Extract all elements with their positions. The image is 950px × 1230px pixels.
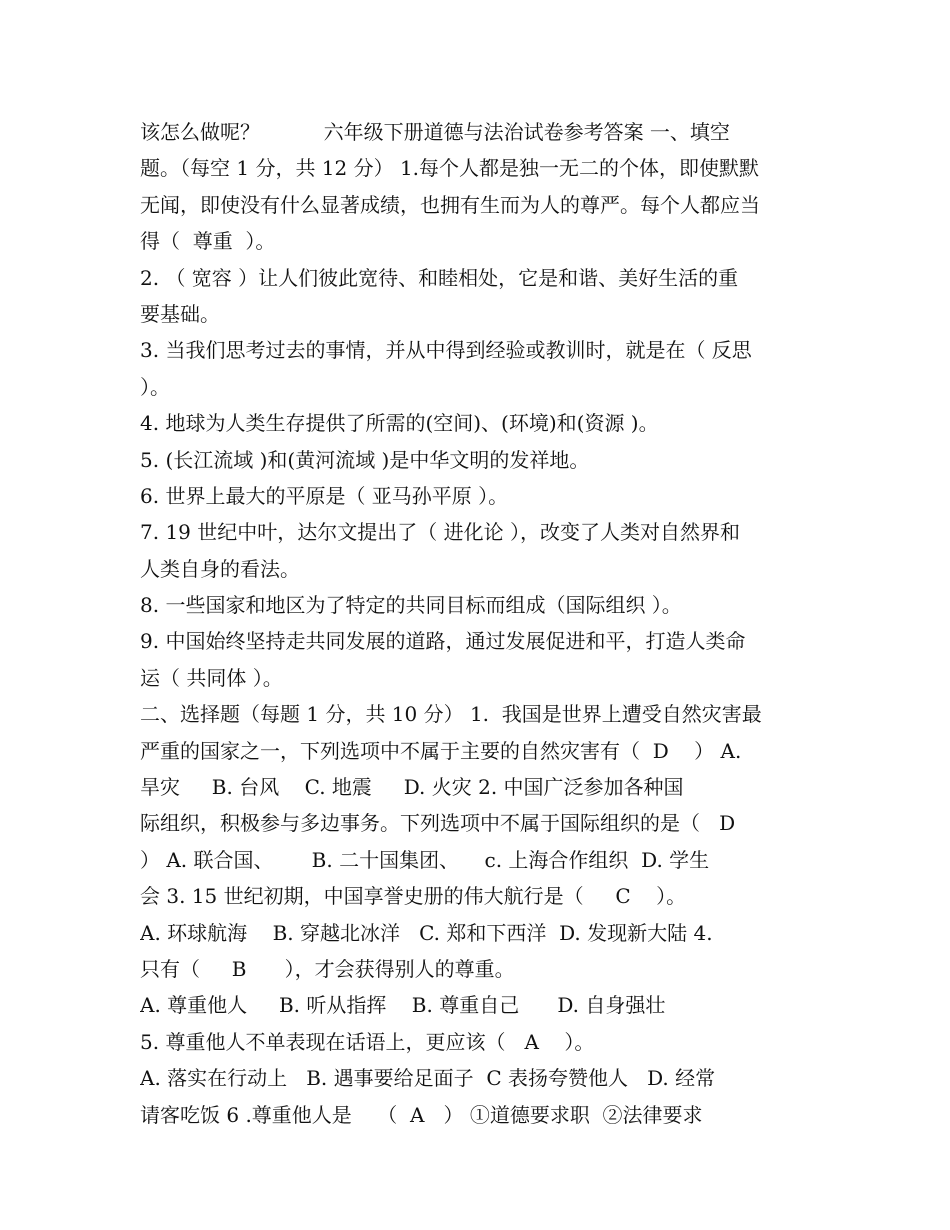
text-line: 8. 一些国家和地区为了特定的共同目标而组成（国际组织 ）。 [140, 593, 682, 618]
text-line: 只有（ B ），才会获得别人的尊重。 [140, 956, 515, 981]
text-line: 会 3. 15 世纪初期，中国享誉史册的伟大航行是（ C ）。 [140, 884, 687, 909]
text-line: 二、选择题（每题 1 分，共 10 分） 1. 我国是世界上遭受自然灾害最 [140, 702, 762, 727]
text-line: A. 尊重他人 B. 听从指挥 B. 尊重自己 D. 自身强壮 [140, 993, 666, 1018]
text-line: A. 环球航海 B. 穿越北冰洋 C. 郑和下西洋 D. 发现新大陆 4. [140, 920, 713, 945]
text-line: 题。（每空 1 分，共 12 分） 1.每个人都是独一无二的个体，即使默默 [140, 156, 760, 181]
text-line: 旱灾 B. 台风 C. 地震 D. 火灾 2. 中国广泛参加各种国 [140, 775, 684, 800]
text-line: ） A. 联合国、 B. 二十国集团、 c. 上海合作组织 D. 学生 [140, 847, 710, 872]
text-line: 该怎么做呢？ 六年级下册道德与法治试卷参考答案 一、填空 [140, 120, 730, 144]
text-line: 5. (长江流域 )和(黄河流域 )是中华文明的发祥地。 [140, 447, 590, 472]
text-line: 人类自身的看法。 [140, 556, 300, 581]
text-line: 3. 当我们思考过去的事情，并从中得到经验或教训时，就是在（ 反思 [140, 338, 752, 363]
text-line: 严重的国家之一，下列选项中不属于主要的自然灾害有（ D ） A. [140, 738, 742, 763]
text-line: 际组织，积极参与多边事务。下列选项中不属于国际组织的是（ D [140, 811, 736, 836]
text-line: 6. 世界上最大的平原是（ 亚马孙平原 ）。 [140, 483, 509, 508]
text-line: 得（ 尊重 ）。 [140, 229, 276, 254]
text-line: 2. （ 宽容 ）让人们彼此宽待、和睦相处，它是和谐、美好生活的重 [140, 265, 739, 290]
text-line: 7. 19 世纪中叶，达尔文提出了（ 进化论 ），改变了人类对自然界和 [140, 520, 740, 545]
text-line: 要基础。 [140, 301, 220, 326]
text-line: 9. 中国始终坚持走共同发展的道路，通过发展促进和平，打造人类命 [140, 629, 746, 654]
text-line: 请客吃饭 6 .尊重他人是 （ A ） ①道德要求职 ②法律要求 [140, 1102, 703, 1127]
text-line: 5. 尊重他人不单表现在话语上，更应该（ A ）。 [140, 1029, 595, 1054]
text-line: A. 落实在行动上 B. 遇事要给足面子 C 表扬夸赞他人 D. 经常 [140, 1066, 716, 1091]
text-line: 无闻，即使没有什么显著成绩，也拥有生而为人的尊严。每个人都应当 [140, 192, 760, 217]
text-line: 运（ 共同体 ）。 [140, 665, 283, 690]
document-page [140, 114, 812, 1133]
text-line: 4. 地球为人类生存提供了所需的(空间)、(环境)和(资源 )。 [140, 411, 659, 436]
text-line: ）。 [140, 374, 170, 399]
